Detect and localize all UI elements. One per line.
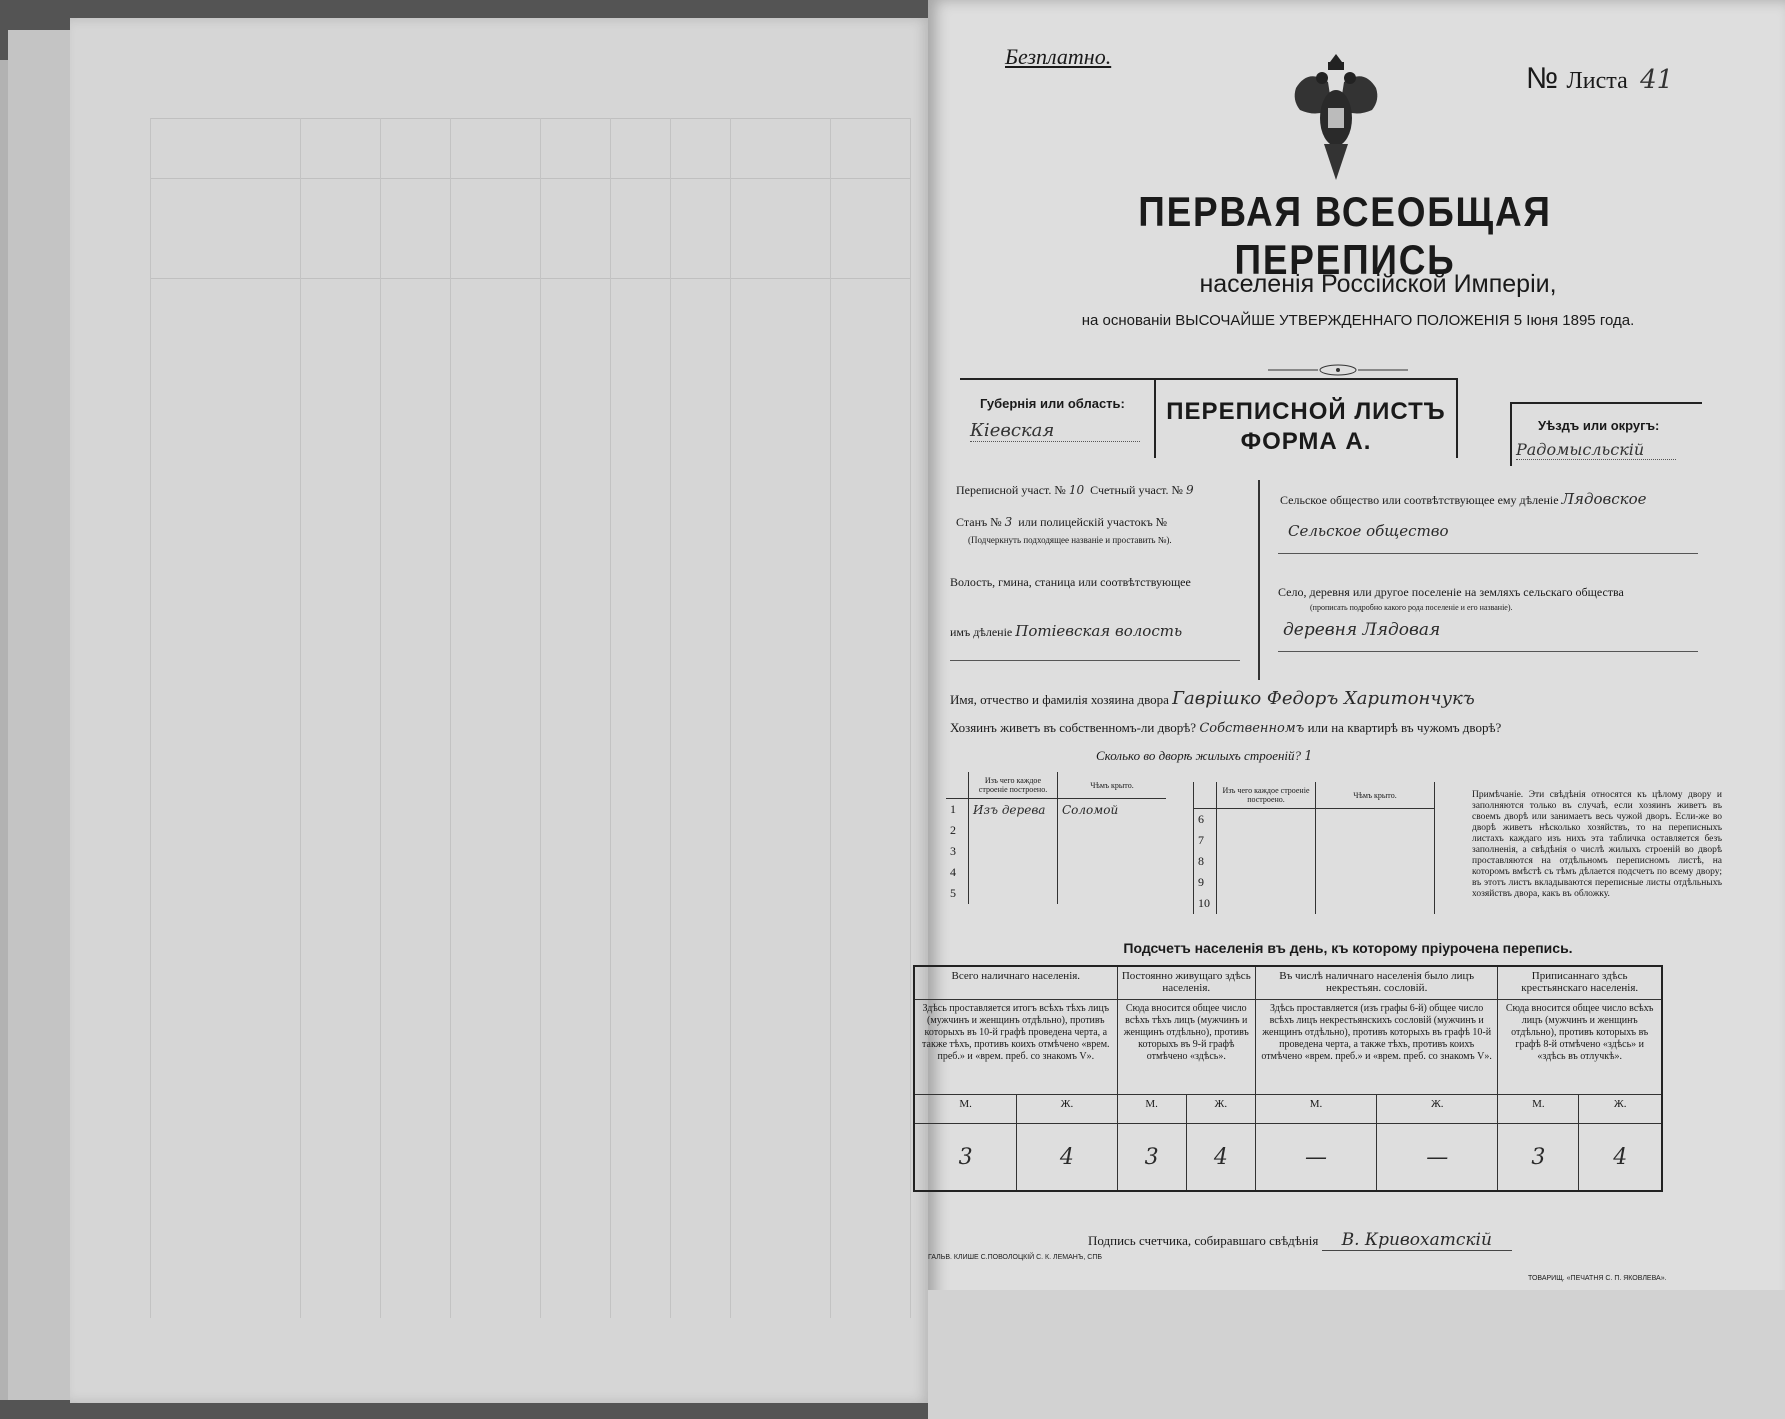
row-number: 4	[950, 865, 956, 879]
enumerator-signature	[1088, 1230, 1512, 1250]
rented-label: или на квартирѣ въ чужомъ дворѣ?	[1307, 720, 1502, 735]
own-yard-label: Хозяинъ живетъ въ собственномъ-ли дворѣ?	[950, 720, 1197, 735]
female-header: Ж.	[1377, 1095, 1498, 1124]
row-number: 10	[1194, 893, 1217, 914]
table-row	[946, 841, 1166, 862]
ornament-divider	[1268, 363, 1408, 377]
count-district-value: 9	[1185, 483, 1194, 497]
count-description: Здѣсь проставляется итогъ всѣхъ тѣхъ лицъ (мужчинъ и женщинъ отдѣльно), противъ которыхъ въ 10-й графѣ проведена черта, а также тѣхъ, противъ коихъ отмѣчено «врем. преб.» и «врем. преб. со знакомъ V».	[914, 1000, 1117, 1095]
census-title: ПЕРВАЯ ВСЕОБЩАЯ ПЕРЕПИСЬ	[1138, 188, 1552, 283]
volost-field	[950, 622, 1250, 640]
count-value: 4	[1579, 1124, 1662, 1192]
village-value: деревня Лядовая	[1283, 620, 1441, 640]
female-header: Ж.	[1017, 1095, 1117, 1124]
count-value: 4	[1017, 1124, 1117, 1192]
count-description: Здѣсь проставляется (изъ графы 6-й) общее число всѣхъ лицъ некрестьянскихъ сословій (мужчинъ и женщинъ отдѣльно), противъ которыхъ въ графѣ 10-й проведена черта, а также тѣхъ, противъ коихъ отмѣчено «врем. преб.» и «врем. преб. со знакомъ V».	[1255, 1000, 1497, 1095]
owner-field	[950, 688, 1475, 709]
count-description: Сюда вносится общее число всѣхъ тѣхъ лицъ (мужчинъ и женщинъ отдѣльно), противъ которыхъ въ 9-й графѣ отмѣчено «здѣсь».	[1117, 1000, 1255, 1095]
table-row	[946, 862, 1166, 883]
row-number: 6	[1194, 809, 1217, 831]
village-underline	[1278, 651, 1698, 652]
male-header: М.	[914, 1095, 1017, 1124]
column-divider	[1258, 480, 1260, 680]
own-yard-value: Собственномъ	[1199, 721, 1305, 736]
count-description: Сюда вносится общее число всѣхъ лицъ (мужчинъ и женщинъ отдѣльно), противъ которыхъ въ графѣ 8-й отмѣчено «здѣсь» и «здѣсь въ отлучкѣ».	[1498, 1000, 1662, 1095]
bleed-through-grid	[150, 118, 910, 1318]
form-title: ПЕРЕПИСНОЙ ЛИСТЪ	[1166, 398, 1446, 425]
owner-label: Имя, отчество и фамилія хозяина двора	[950, 692, 1169, 707]
row-number: 7	[1194, 830, 1217, 851]
count-value: 3	[914, 1124, 1017, 1192]
printer-mark-left: ГАЛЬВ. КЛИШЕ С.ПОВОЛОЦКІЙ С. К. ЛЕМАНЪ, СПБ	[928, 1254, 1102, 1261]
row-number: 9	[1194, 872, 1217, 893]
dwelling-col-roof: Чѣмъ крыто.	[1058, 772, 1167, 799]
uezd-value: Радомысльскій	[1516, 440, 1676, 460]
police-label: или полицейскій участокъ №	[1018, 515, 1168, 529]
sheet-value: 41	[1640, 65, 1674, 95]
count-value: —	[1377, 1124, 1498, 1192]
stan-note: (Подчеркнуть подходящее названіе и проставить №).	[968, 535, 1172, 545]
census-district-label: Переписной участ. №	[956, 483, 1066, 497]
table-row	[1194, 809, 1435, 831]
owner-value: Гаврішко Федоръ Харитончукъ	[1172, 688, 1475, 709]
signature-value: В. Кривохатскій	[1322, 1230, 1512, 1251]
count-district-label: Счетный участ. №	[1090, 483, 1183, 497]
dwelling-col-material: Изъ чего каждое строеніе построено.	[969, 772, 1058, 799]
roof-cell: Соломой	[1058, 799, 1167, 821]
gubernia-box	[960, 378, 1154, 452]
sheet-label: Листа	[1566, 68, 1628, 94]
signature-label: Подпись счетчика, собиравшаго свѣдѣнія	[1088, 1233, 1319, 1248]
row-number: 8	[1194, 851, 1217, 872]
material-cell: Изъ дерева	[969, 799, 1058, 821]
uezd-label: Уѣздъ или округъ:	[1538, 418, 1660, 433]
census-district-field	[956, 483, 1194, 498]
count-header: Приписаннаго здѣсь крестьянскаго населенія.	[1498, 966, 1662, 1000]
society-field	[1280, 490, 1647, 508]
dwelling-note: Примѣчаніе. Эти свѣдѣнія относятся къ цѣлому двору и заполняются только въ случаѣ, если хозяинъ живетъ въ своемъ дворѣ или занимаетъ весь чужой дворъ. Если-же во дворѣ живетъ нѣсколько хозяйствъ, то на переписныхъ листахъ каждаго изъ нихъ эта табличка оставляется безъ заполненія, а свѣдѣнія о числѣ жилыхъ строеній во дворѣ проставляются на отдѣльномъ переписномъ листѣ, на которомъ вмѣстѣ съ тѣмъ дѣлается подсчетъ по всему двору; въ этотъ листъ вкладываются переписные листы отдѣльныхъ хозяйствъ двора, какъ въ обложку.	[1472, 790, 1722, 899]
male-header: М.	[1117, 1095, 1186, 1124]
sheet-no-symbol: №	[1526, 62, 1559, 95]
row-number: 3	[950, 844, 956, 858]
gubernia-label: Губернія или область:	[980, 396, 1125, 411]
male-header: М.	[1498, 1095, 1579, 1124]
society-value-2: Сельское общество	[1288, 522, 1449, 540]
society-value: Лядовское	[1561, 490, 1647, 508]
uezd-box	[1510, 402, 1702, 466]
table-row	[946, 820, 1166, 841]
buildings-field	[1096, 748, 1313, 764]
page-bottom-area	[928, 1290, 1785, 1419]
population-count-title: Подсчетъ населенія въ день, къ которому пріурочена перепись.	[1123, 940, 1573, 956]
count-value: 3	[1498, 1124, 1579, 1192]
volost-underline	[950, 660, 1240, 661]
village-label: Село, деревня или другое поселеніе на земляхъ сельскаго общества	[1278, 585, 1624, 599]
row-number: 2	[950, 823, 956, 837]
row-number: 5	[950, 886, 956, 900]
printer-mark-right: ТОВАРИЩ. «ПЕЧАТНЯ С. П. ЯКОВЛЕВА».	[1528, 1275, 1667, 1282]
female-header: Ж.	[1579, 1095, 1662, 1124]
sheet-number	[1526, 62, 1673, 96]
dwelling-table-right	[1193, 782, 1453, 914]
dwelling-col-material-2: Изъ чего каждое строеніе построено.	[1217, 782, 1316, 809]
count-header: Всего наличнаго населенія.	[914, 966, 1117, 1000]
left-page-blank	[70, 18, 933, 1403]
table-row	[1194, 851, 1435, 872]
stan-value: 3	[1004, 515, 1013, 529]
census-district-value: 10	[1068, 483, 1085, 497]
buildings-label: Сколько во дворѣ жилыхъ строеній?	[1096, 748, 1302, 763]
volost-label-2: имъ дѣленіе	[950, 625, 1013, 639]
society-label: Сельское общество или соотвѣтствующее ему дѣленіе	[1280, 493, 1559, 507]
buildings-value: 1	[1304, 749, 1313, 764]
stan-label: Станъ №	[956, 515, 1002, 529]
count-header: Постоянно живущаго здѣсь населенія.	[1117, 966, 1255, 1000]
count-value: 3	[1117, 1124, 1186, 1192]
census-subtitle: населенія Россійской Имперіи,	[1199, 270, 1557, 298]
count-value: 4	[1186, 1124, 1255, 1192]
society-underline	[1278, 553, 1698, 554]
imperial-eagle-icon	[1288, 48, 1384, 188]
page-stack	[8, 30, 79, 1400]
form-title-box	[1154, 378, 1458, 458]
table-row	[946, 799, 1166, 821]
count-value: —	[1255, 1124, 1376, 1192]
population-count-table	[913, 965, 1663, 1192]
female-header: Ж.	[1186, 1095, 1255, 1124]
volost-label: Волость, гмина, станица или соотвѣтствующее	[950, 575, 1191, 589]
stan-field	[956, 515, 1167, 530]
table-row	[946, 883, 1166, 904]
census-form-page	[922, 0, 1785, 1419]
form-type: ФОРМА А.	[1240, 428, 1372, 455]
dwelling-col-roof-2: Чѣмъ крыто.	[1316, 782, 1435, 809]
male-header: М.	[1255, 1095, 1376, 1124]
own-yard-field	[950, 720, 1501, 736]
table-row	[1194, 872, 1435, 893]
row-number: 1	[950, 802, 956, 816]
gubernia-value: Кіевская	[970, 420, 1140, 442]
count-header: Въ числѣ наличнаго населенія было лицъ некрестьян. сословій.	[1255, 966, 1497, 1000]
volost-value: Потіевская волость	[1015, 622, 1183, 640]
table-row	[1194, 830, 1435, 851]
table-row	[1194, 893, 1435, 914]
village-note: (прописать подробно какого рода поселеніе и его названіе).	[1310, 603, 1513, 612]
census-basis: на основаніи ВЫСОЧАЙШЕ УТВЕРЖДЕННАГО ПОЛОЖЕНІЯ 5 Іюня 1895 года.	[1081, 312, 1635, 329]
free-label: Безплатно.	[1005, 44, 1112, 69]
